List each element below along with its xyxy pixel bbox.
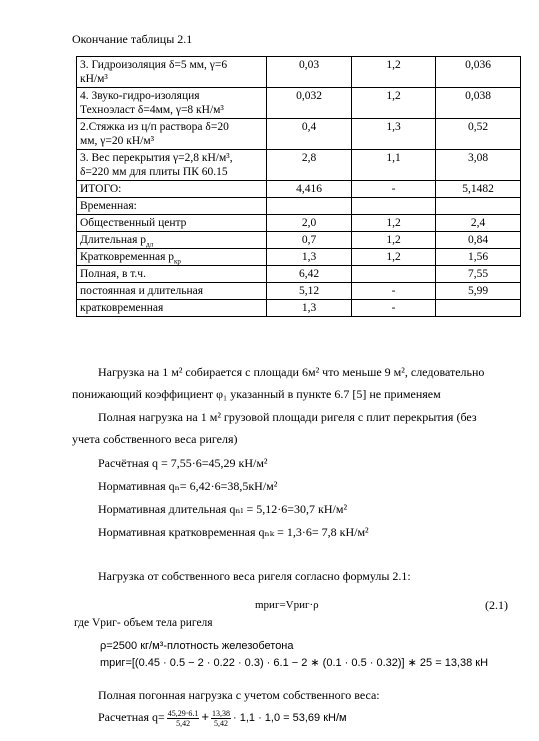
table-row bbox=[77, 198, 521, 215]
paragraph-1-line-1: Нагрузка на 1 м² собирается с площади 6м² что меньше 9 м², следовательно bbox=[98, 365, 485, 379]
cell-v2: 1,2 bbox=[352, 249, 436, 266]
calc-line-qnl: Нормативная длительная qₙₗ = 5,12·6=30,7 кН/м² bbox=[98, 502, 348, 516]
paragraph-3: Нагрузка от собственного веса ригеля согласно формулы 2.1: bbox=[98, 569, 411, 583]
cell-v3: 0,036 bbox=[436, 57, 521, 88]
cell-v1: 5,12 bbox=[267, 283, 352, 300]
paragraph-2-line-1: Полная нагрузка на 1 м² грузовой площади ригеля с плит перекрытия (без bbox=[98, 410, 477, 424]
fraction-2-denominator: 5,42 bbox=[214, 718, 228, 728]
cell-v3 bbox=[436, 198, 521, 215]
row-label-subscript: кр bbox=[174, 257, 181, 266]
final-calc-prefix: Расчетная q= bbox=[98, 710, 165, 724]
row-label bbox=[77, 232, 267, 249]
row-label-line-1: 2.Стяжка из ц/п раствора δ=20 bbox=[80, 121, 229, 133]
row-label-text: Полная, в т.ч. bbox=[80, 268, 146, 280]
table-caption: Окончание таблицы 2.1 bbox=[72, 32, 193, 46]
cell-v3: 5,1482 bbox=[436, 181, 521, 198]
table-row bbox=[77, 215, 521, 232]
cell-v2: - bbox=[352, 181, 436, 198]
row-label-line-2: Техноэласт δ=4мм, γ=8 кН/м³ bbox=[80, 104, 224, 116]
cell-v1: 6,42 bbox=[267, 266, 352, 283]
cell-v2: 1,2 bbox=[352, 215, 436, 232]
cell-v3: 2,4 bbox=[436, 215, 521, 232]
formula-number: (2.1) bbox=[485, 598, 508, 612]
table-row bbox=[77, 249, 521, 266]
formula-2-1: mриг=Vриг·ρ bbox=[255, 599, 319, 611]
row-label-line-2: кН/м³ bbox=[80, 73, 108, 85]
cell-v3: 0,52 bbox=[436, 119, 521, 150]
cell-v2: 1,2 bbox=[352, 57, 436, 88]
table-row bbox=[77, 283, 521, 300]
mass-calc-line: mриг=[(0.45 · 0.5 − 2 · 0.22 · 0.3) · 6.1 − 2 ∗ (0.1 · 0.5 · 0.32)] ∗ 25 = 13,38 кН bbox=[100, 657, 489, 669]
row-label bbox=[77, 266, 267, 283]
row-label-text: Временная: bbox=[80, 200, 137, 212]
plus-sign: + bbox=[201, 709, 209, 724]
row-label-text: Кратковременная p bbox=[80, 251, 174, 263]
cell-v1 bbox=[267, 198, 352, 215]
cell-v3: 7,55 bbox=[436, 266, 521, 283]
row-label-text: Общественный центр bbox=[80, 217, 187, 229]
fraction-1-numerator: 45,29·6.1 bbox=[167, 708, 199, 718]
cell-v2: 1,2 bbox=[352, 88, 436, 119]
cell-v1: 2,0 bbox=[267, 215, 352, 232]
table-row bbox=[77, 119, 521, 150]
row-label-line-2: δ=220 мм для плиты ПК 60.15 bbox=[80, 166, 228, 178]
table-row bbox=[77, 88, 521, 119]
table-row bbox=[77, 181, 521, 198]
table-row bbox=[77, 300, 521, 317]
cell-v2: 1,3 bbox=[352, 119, 436, 150]
table-row bbox=[77, 150, 521, 181]
cell-v1: 0,03 bbox=[267, 57, 352, 88]
calc-line-qn: Нормативная qₙ= 6,42·6=38,5кН/м² bbox=[98, 479, 278, 493]
cell-v1: 2,8 bbox=[267, 150, 352, 181]
row-label bbox=[77, 119, 267, 150]
row-label bbox=[77, 88, 267, 119]
row-label bbox=[77, 300, 267, 317]
row-label bbox=[77, 150, 267, 181]
cell-v3: 0,038 bbox=[436, 88, 521, 119]
cell-v3: 3,08 bbox=[436, 150, 521, 181]
cell-v1: 0,7 bbox=[267, 232, 352, 249]
row-label bbox=[77, 283, 267, 300]
table-row bbox=[77, 266, 521, 283]
row-label-text: Длительная p bbox=[80, 234, 147, 246]
paragraph-1-line-2: понижающий коэффициент φ₁ указанный в пункте 6.7 [5] не применяем bbox=[72, 387, 441, 401]
row-label-line-1: 3. Гидроизоляция δ=5 мм, γ=6 bbox=[80, 59, 228, 71]
cell-v3: 5,99 bbox=[436, 283, 521, 300]
density-line: ρ=2500 кг/м³-плотность железобетона bbox=[100, 640, 294, 652]
final-calc-suffix: · 1,1 · 1,0 = 53,69 кН/м bbox=[233, 712, 347, 724]
row-label-subscript: дл bbox=[146, 240, 154, 249]
fraction-2 bbox=[211, 709, 231, 728]
final-calc-line bbox=[98, 706, 347, 729]
table-row bbox=[77, 57, 521, 88]
calc-line-q: Расчётная q = 7,55·6=45,29 кН/м² bbox=[98, 456, 268, 470]
cell-v2: - bbox=[352, 283, 436, 300]
cell-v2 bbox=[352, 198, 436, 215]
cell-v1: 4,416 bbox=[267, 181, 352, 198]
cell-v3: 0,84 bbox=[436, 232, 521, 249]
cell-v1: 0,032 bbox=[267, 88, 352, 119]
cell-v2 bbox=[352, 266, 436, 283]
cell-v2: 1,1 bbox=[352, 150, 436, 181]
where-line: где Vриг- объем тела ригеля bbox=[74, 617, 213, 629]
calc-line-qnk: Нормативная кратковременная qₙₖ = 1,3·6= 7,8 кН/м² bbox=[98, 525, 369, 539]
cell-v3: 1,56 bbox=[436, 249, 521, 266]
fraction-1 bbox=[167, 709, 200, 728]
row-label-text: постоянная и длительная bbox=[80, 285, 204, 297]
row-label bbox=[77, 249, 267, 266]
fraction-2-numerator: 13,38 bbox=[212, 708, 230, 718]
row-label bbox=[77, 215, 267, 232]
paragraph-2-line-2: учета собственного веса ригеля) bbox=[72, 432, 238, 446]
row-label bbox=[77, 198, 267, 215]
row-label bbox=[77, 181, 267, 198]
paragraph-4: Полная погонная нагрузка с учетом собственного веса: bbox=[98, 688, 380, 702]
row-label-line-1: 3. Вес перекрытия γ=2,8 кН/м³, bbox=[80, 152, 233, 164]
cell-v3 bbox=[436, 300, 521, 317]
row-label-text: кратковременная bbox=[80, 302, 164, 314]
cell-v1: 0,4 bbox=[267, 119, 352, 150]
cell-v1: 1,3 bbox=[267, 300, 352, 317]
row-label bbox=[77, 57, 267, 88]
load-table bbox=[76, 56, 521, 317]
row-label-line-2: мм, γ=20 кН/м³ bbox=[80, 135, 155, 147]
row-label-line-1: 4. Звуко-гидро-изоляция bbox=[80, 90, 200, 102]
cell-v2: 1,2 bbox=[352, 232, 436, 249]
cell-v1: 1,3 bbox=[267, 249, 352, 266]
fraction-1-denominator: 5,42 bbox=[176, 718, 191, 728]
row-label-text: ИТОГО: bbox=[80, 183, 122, 195]
cell-v2: - bbox=[352, 300, 436, 317]
table-row bbox=[77, 232, 521, 249]
